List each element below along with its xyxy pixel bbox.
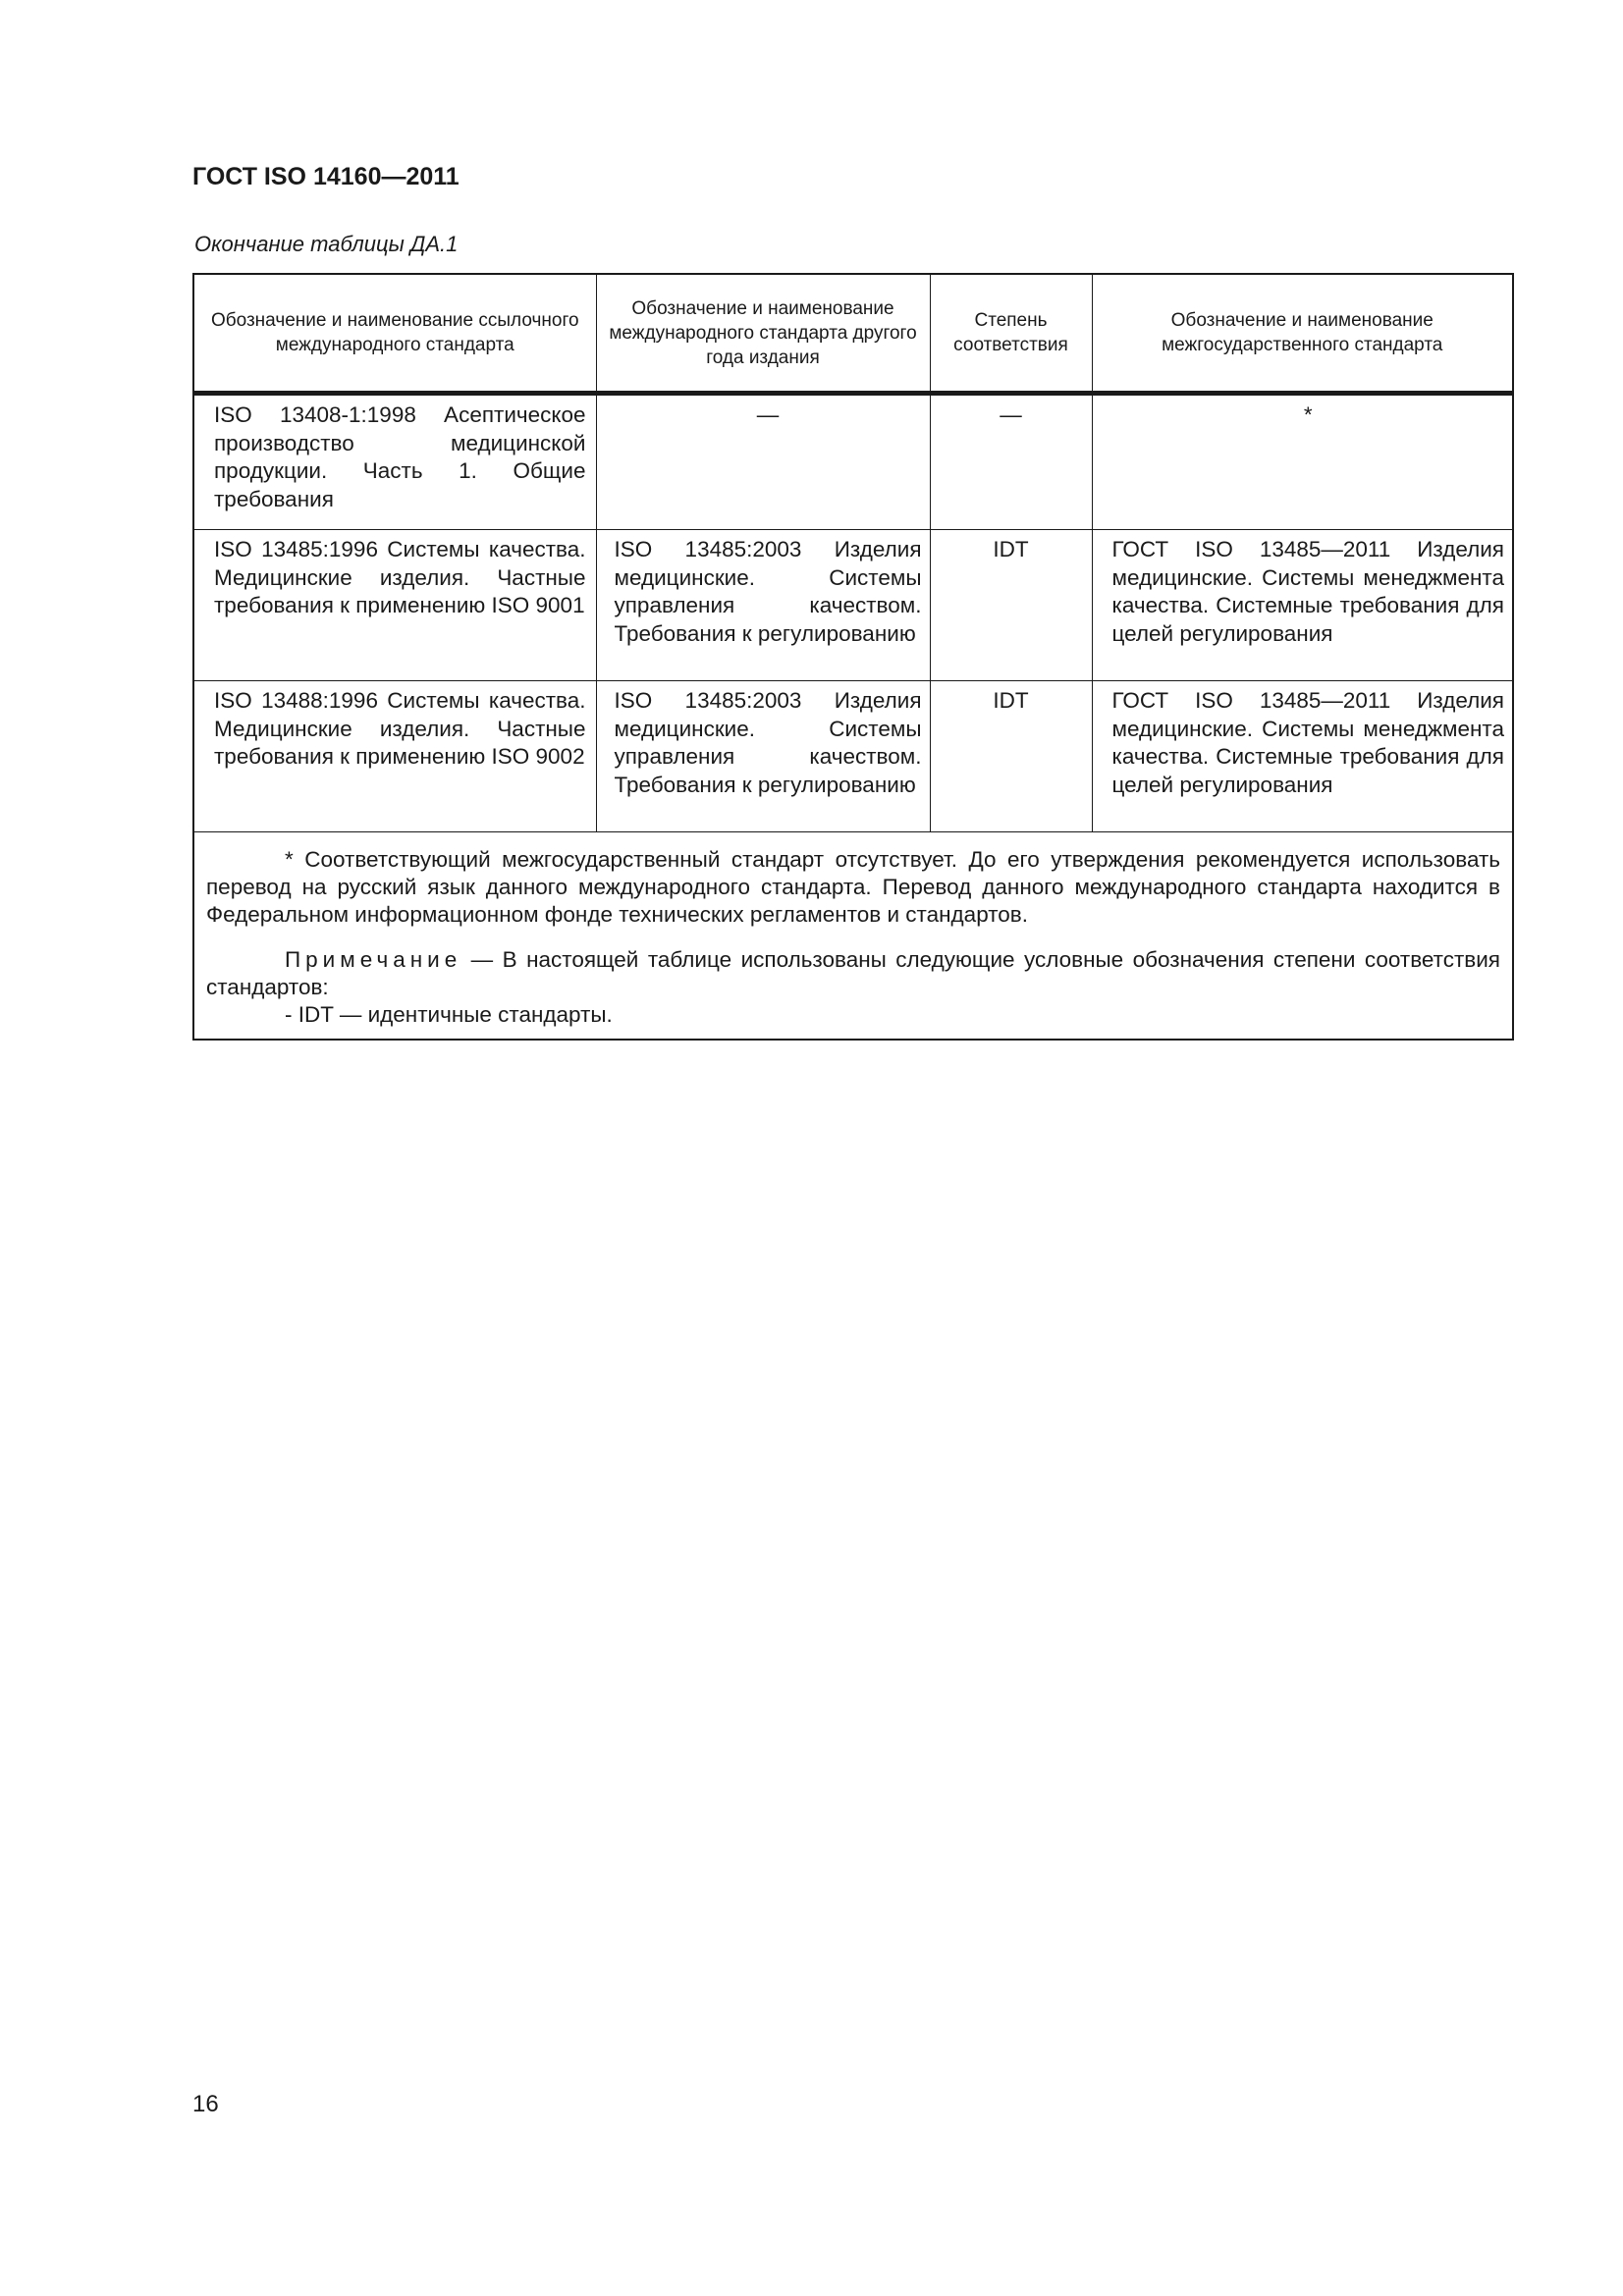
- table-caption: Окончание таблицы ДА.1: [194, 232, 459, 256]
- note-item: - IDT — идентичные стандарты.: [285, 1002, 613, 1027]
- table-cell-reference: ISO 13408-1:1998 Асептическое производство медицинской продукции. Часть 1. Общие требования: [193, 394, 596, 530]
- table-cell-interstate: ГОСТ ISO 13485—2011 Изделия медицинские. Системы менеджмента качества. Системные требования для целей регулирования: [1092, 681, 1513, 832]
- table-cell-other-edition: ISO 13485:2003 Изделия медицинские. Системы управления качеством. Требования к регулированию: [596, 530, 930, 681]
- table-row: [193, 530, 1513, 681]
- table-cell-degree: IDT: [930, 681, 1092, 832]
- correspondence-table: [192, 273, 1514, 1041]
- table-footer-row: [193, 832, 1513, 1041]
- table-cell-reference: ISO 13485:1996 Системы качества. Медицинские изделия. Частные требования к применению ISO 9001: [193, 530, 596, 681]
- note-text: — В настоящей таблице использованы следующие условные обозначения степени соответствия стандартов:: [206, 947, 1500, 999]
- table-cell-interstate: ГОСТ ISO 13485—2011 Изделия медицинские. Системы менеджмента качества. Системные требования для целей регулирования: [1092, 530, 1513, 681]
- table-row: [193, 394, 1513, 530]
- page-number: 16: [192, 2091, 219, 2117]
- table-cell-other-edition: —: [596, 394, 930, 530]
- note: [206, 946, 1500, 1001]
- column-header: Обозначение и наименование международного стандарта другого года издания: [596, 274, 930, 394]
- note-label: Примечание: [285, 947, 462, 972]
- table-footer: [193, 832, 1513, 1041]
- table-cell-other-edition: ISO 13485:2003 Изделия медицинские. Системы управления качеством. Требования к регулированию: [596, 681, 930, 832]
- document-code: ГОСТ ISO 14160—2011: [192, 163, 460, 190]
- table-cell-degree: —: [930, 394, 1092, 530]
- column-header: Обозначение и наименование ссылочного международного стандарта: [193, 274, 596, 394]
- table-header-row: [193, 274, 1513, 394]
- table-cell-interstate: *: [1092, 394, 1513, 530]
- column-header: Степень соответствия: [930, 274, 1092, 394]
- table-row: [193, 681, 1513, 832]
- column-header: Обозначение и наименование межгосударственного стандарта: [1092, 274, 1513, 394]
- footnote: * Соответствующий межгосударственный стандарт отсутствует. До его утверждения рекомендуется использовать перевод на русский язык данного международного стандарта. Перевод данного международного стандарта находится в Федеральном информационном фонде технических регламентов и стандартов.: [206, 847, 1500, 927]
- table-cell-degree: IDT: [930, 530, 1092, 681]
- table-cell-reference: ISO 13488:1996 Системы качества. Медицинские изделия. Частные требования к применению ISO 9002: [193, 681, 596, 832]
